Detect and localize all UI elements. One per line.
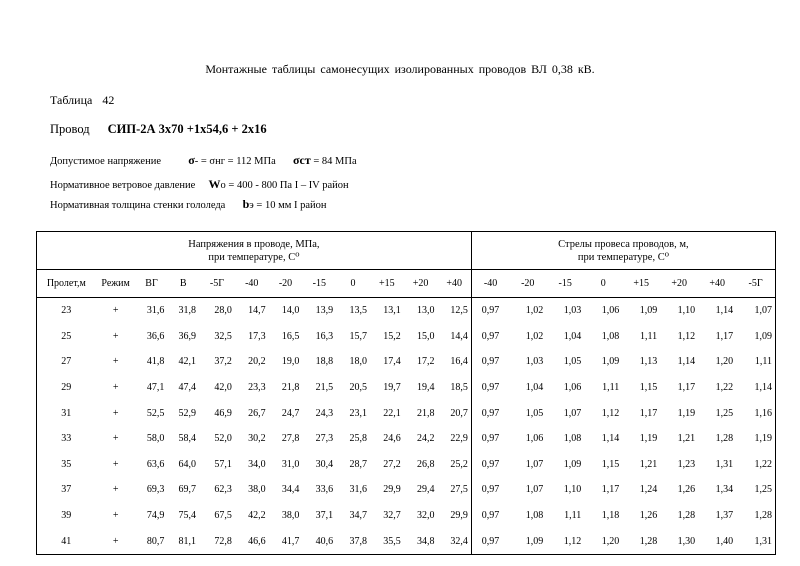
table-cell: 16,3 xyxy=(315,330,334,342)
table-cell: 62,3 xyxy=(214,484,232,496)
table-cell: 1,20 xyxy=(715,356,734,368)
table-cell: 13,5 xyxy=(349,305,367,317)
table-cell: 27,5 xyxy=(450,484,468,496)
table-cell: 32,7 xyxy=(383,510,401,522)
table-cell: 21,5 xyxy=(315,382,334,394)
table-row xyxy=(37,298,776,324)
ice-thickness-label: Нормативная толщина стенки гололеда xyxy=(50,200,226,211)
table-cell: 1,05 xyxy=(525,407,544,419)
table-cell: 42,0 xyxy=(214,382,232,394)
table-row xyxy=(37,375,776,401)
column-header: -5Г xyxy=(736,270,775,298)
column-header: +20 xyxy=(660,270,698,298)
table-cell: 22,9 xyxy=(450,433,468,445)
table-cell: 0,97 xyxy=(471,324,509,350)
ice-thickness-value: э = 10 мм I район xyxy=(249,200,327,211)
table-cell: 29,9 xyxy=(383,484,401,496)
table-cell: 26,7 xyxy=(248,407,266,419)
table-cell: 1,24 xyxy=(639,484,658,496)
table-cell: 0,97 xyxy=(471,298,509,324)
table-cell: 17,2 xyxy=(416,356,435,368)
table-cell: 1,40 xyxy=(698,528,736,554)
column-header: +15 xyxy=(622,270,660,298)
column-header-row xyxy=(37,270,776,298)
table-cell: 64,0 xyxy=(178,458,196,470)
table-cell: 72,8 xyxy=(199,528,235,554)
table-cell: 37,2 xyxy=(214,356,232,368)
group-header-row xyxy=(37,232,776,270)
wind-symbol: W xyxy=(208,177,221,191)
table-cell: 1,03 xyxy=(525,356,544,368)
table-cell: 1,17 xyxy=(639,407,658,419)
table-cell: 27,2 xyxy=(383,458,401,470)
table-cell: 1,04 xyxy=(525,382,544,394)
table-cell: 29 xyxy=(37,375,96,401)
table-cell: 1,25 xyxy=(736,477,775,503)
table-cell: 35 xyxy=(37,452,96,478)
table-cell: 81,1 xyxy=(167,528,199,554)
ice-thickness xyxy=(50,197,327,212)
table-row xyxy=(37,503,776,529)
table-cell: 1,03 xyxy=(563,305,582,317)
wind-pressure-value: о = 400 - 800 Па I – IV район xyxy=(220,180,349,191)
table-cell: 31 xyxy=(37,400,96,426)
stress-group-header xyxy=(37,232,472,270)
table-cell: 31,6 xyxy=(349,484,367,496)
table-cell: + xyxy=(112,510,119,522)
table-cell: 24,7 xyxy=(281,407,300,419)
table-cell: 24,6 xyxy=(383,433,401,445)
stress-group-title: Напряжения в проводе, МПа, xyxy=(188,238,320,250)
table-cell: + xyxy=(112,458,119,470)
table-label: Таблица xyxy=(50,93,93,107)
table-cell: 27,8 xyxy=(281,433,300,445)
table-cell: 1,37 xyxy=(715,510,734,522)
wire-label: Провод xyxy=(50,122,90,136)
table-cell: 27,3 xyxy=(315,433,334,445)
table-cell: 30,2 xyxy=(248,433,266,445)
table-number xyxy=(50,93,114,108)
table-cell: 1,06 xyxy=(601,305,620,317)
table-cell: 1,07 xyxy=(563,407,582,419)
table-cell: 67,5 xyxy=(214,510,232,522)
table-cell: 33 xyxy=(37,426,96,452)
table-cell: 12,5 xyxy=(450,305,468,317)
table-cell: 1,02 xyxy=(525,330,544,342)
table-cell: 1,08 xyxy=(525,510,544,522)
table-cell: 1,11 xyxy=(602,382,620,394)
table-cell: 28,0 xyxy=(214,305,232,317)
table-cell: 1,14 xyxy=(736,375,775,401)
table-cell: 31,6 xyxy=(146,305,165,317)
mounting-table xyxy=(36,231,776,555)
table-cell: 32,4 xyxy=(437,528,471,554)
table-cell: 14,0 xyxy=(281,305,300,317)
table-cell: 36,9 xyxy=(178,330,196,342)
document-title: Монтажные таблицы самонесущих изолированных проводов ВЛ 0,38 кВ. xyxy=(205,62,595,76)
column-header: -20 xyxy=(509,270,546,298)
table-cell: 1,12 xyxy=(546,528,584,554)
table-cell: 39 xyxy=(37,503,96,529)
table-cell: 1,19 xyxy=(736,426,775,452)
table-cell: 41,7 xyxy=(269,528,303,554)
table-cell: 19,4 xyxy=(416,382,435,394)
allowed-stress-value-2: = 84 МПа xyxy=(313,156,357,167)
table-row xyxy=(37,452,776,478)
table-cell: 1,11 xyxy=(736,349,775,375)
table-cell: 1,06 xyxy=(563,382,582,394)
table-cell: 1,07 xyxy=(525,458,544,470)
table-cell: 0,97 xyxy=(471,400,509,426)
table-cell: 0,97 xyxy=(471,375,509,401)
table-cell: 32,0 xyxy=(416,510,435,522)
table-cell: 1,15 xyxy=(639,382,658,394)
table-cell: 0,97 xyxy=(471,477,509,503)
table-cell: 16,5 xyxy=(281,330,300,342)
table-cell: + xyxy=(96,528,136,554)
table-cell: 1,16 xyxy=(736,400,775,426)
table-cell: 75,4 xyxy=(178,510,196,522)
table-cell: 1,10 xyxy=(677,305,696,317)
table-cell: 46,9 xyxy=(214,407,232,419)
table-cell: 34,0 xyxy=(248,458,266,470)
table-cell: 46,6 xyxy=(235,528,269,554)
table-cell: 1,22 xyxy=(736,452,775,478)
table-cell: 23,3 xyxy=(248,382,266,394)
table-cell: 1,09 xyxy=(736,324,775,350)
table-cell: 18,8 xyxy=(315,356,334,368)
table-cell: 57,1 xyxy=(214,458,232,470)
table-cell: 1,26 xyxy=(639,510,658,522)
table-row xyxy=(37,477,776,503)
wire-type xyxy=(50,122,267,137)
allowed-stress-value: - = σнг = 112 МПа xyxy=(194,156,276,167)
table-row xyxy=(37,426,776,452)
table-cell: 1,17 xyxy=(677,382,696,394)
wind-pressure xyxy=(50,177,349,192)
table-cell: 1,02 xyxy=(525,305,544,317)
table-cell: 24,2 xyxy=(416,433,435,445)
table-cell: 20,7 xyxy=(450,407,468,419)
table-cell: + xyxy=(112,433,119,445)
table-cell: 1,11 xyxy=(640,330,658,342)
table-cell: 74,9 xyxy=(146,510,165,522)
table-cell: 52,0 xyxy=(214,433,232,445)
table-cell: 1,09 xyxy=(509,528,546,554)
table-cell: 58,4 xyxy=(178,433,196,445)
column-header: Режим xyxy=(96,270,136,298)
table-cell: 19,0 xyxy=(281,356,300,368)
table-row xyxy=(37,324,776,350)
table-cell: 25,2 xyxy=(450,458,468,470)
table-cell: 29,4 xyxy=(416,484,435,496)
wire-code: СИП-2А 3х70 +1х54,6 + 2х16 xyxy=(107,122,267,136)
table-cell: 34,4 xyxy=(281,484,300,496)
table-cell: 34,7 xyxy=(349,510,367,522)
table-cell: 30,4 xyxy=(315,458,334,470)
sigma-symbol: σ xyxy=(188,153,195,167)
table-cell: 40,6 xyxy=(302,528,336,554)
table-cell: 1,09 xyxy=(601,356,620,368)
table-cell: 20,2 xyxy=(248,356,266,368)
table-cell: 31,8 xyxy=(178,305,196,317)
table-cell: 47,4 xyxy=(178,382,196,394)
table-number-value: 42 xyxy=(102,93,115,107)
table-cell: 1,19 xyxy=(677,407,696,419)
table-cell: 1,34 xyxy=(715,484,734,496)
table-cell: 80,7 xyxy=(136,528,168,554)
table-cell: 21,8 xyxy=(281,382,300,394)
column-header: +20 xyxy=(404,270,438,298)
table-cell: 1,21 xyxy=(639,458,658,470)
table-cell: 14,4 xyxy=(450,330,468,342)
table-cell: 24,3 xyxy=(315,407,334,419)
column-header: -15 xyxy=(302,270,336,298)
table-cell: 1,20 xyxy=(584,528,622,554)
table-cell: 1,14 xyxy=(601,433,620,445)
sag-group-title: Стрелы провеса проводов, м, xyxy=(558,238,689,250)
table-cell: 20,5 xyxy=(349,382,367,394)
table-cell: 32,5 xyxy=(214,330,232,342)
table-cell: 1,14 xyxy=(677,356,696,368)
table-cell: 13,9 xyxy=(315,305,334,317)
table-cell: 31,0 xyxy=(281,458,300,470)
table-cell: 1,12 xyxy=(601,407,620,419)
table-cell: 1,25 xyxy=(715,407,734,419)
table-cell: 1,07 xyxy=(525,484,544,496)
ice-symbol: b xyxy=(242,197,250,211)
table-cell: 52,9 xyxy=(178,407,196,419)
table-cell: 1,31 xyxy=(736,528,775,554)
allowed-stress-label: Допустимое напряжение xyxy=(50,156,161,167)
table-cell: 38,0 xyxy=(281,510,300,522)
table-cell: 41,8 xyxy=(146,356,165,368)
column-header: 0 xyxy=(336,270,370,298)
table-cell: 27 xyxy=(37,349,96,375)
table-cell: 25,8 xyxy=(349,433,367,445)
table-row xyxy=(37,400,776,426)
table-cell: + xyxy=(112,305,119,317)
table-cell: 1,05 xyxy=(563,356,582,368)
table-cell: 1,30 xyxy=(660,528,698,554)
table-cell: 29,9 xyxy=(450,510,468,522)
table-cell: 58,0 xyxy=(146,433,165,445)
stress-group-subtitle: при температуре, С⁰ xyxy=(208,251,300,263)
table-cell: 0,97 xyxy=(471,349,509,375)
table-cell: + xyxy=(112,484,119,496)
table-cell: 1,28 xyxy=(736,503,775,529)
table-cell: + xyxy=(112,330,119,342)
table-cell: 33,6 xyxy=(315,484,334,496)
column-header: +15 xyxy=(370,270,404,298)
table-cell: 34,8 xyxy=(404,528,438,554)
table-row xyxy=(37,528,776,554)
table-row xyxy=(37,349,776,375)
column-header: -40 xyxy=(235,270,269,298)
table-body xyxy=(37,298,776,555)
table-cell: 1,23 xyxy=(677,458,696,470)
table-cell: 19,7 xyxy=(383,382,401,394)
table-cell: 37,1 xyxy=(315,510,334,522)
column-header: +40 xyxy=(437,270,471,298)
table-cell: 1,22 xyxy=(715,382,734,394)
column-header: ВГ xyxy=(136,270,168,298)
table-cell: 36,6 xyxy=(146,330,165,342)
table-cell: 1,10 xyxy=(563,484,582,496)
table-cell: 15,0 xyxy=(416,330,435,342)
table-cell: 52,5 xyxy=(146,407,165,419)
table-cell: 0,97 xyxy=(471,452,509,478)
table-cell: 1,19 xyxy=(639,433,658,445)
table-cell: 23,1 xyxy=(349,407,367,419)
table-cell: + xyxy=(112,382,119,394)
table-cell: 1,12 xyxy=(677,330,696,342)
table-cell: 22,1 xyxy=(383,407,401,419)
table-cell: 37 xyxy=(37,477,96,503)
table-cell: 69,7 xyxy=(178,484,196,496)
table-cell: 13,1 xyxy=(383,305,401,317)
column-header: -20 xyxy=(269,270,303,298)
table-cell: 63,6 xyxy=(146,458,165,470)
table-cell: 1,08 xyxy=(601,330,620,342)
table-cell: 23 xyxy=(37,298,96,324)
column-header: Пролет,м xyxy=(37,270,96,298)
table-cell: 1,18 xyxy=(601,510,620,522)
table-cell: 28,7 xyxy=(349,458,367,470)
table-cell: 1,21 xyxy=(677,433,696,445)
table-cell: 69,3 xyxy=(146,484,165,496)
column-header: В xyxy=(167,270,199,298)
table-cell: 1,13 xyxy=(639,356,658,368)
table-cell: 37,8 xyxy=(336,528,370,554)
table-cell: 35,5 xyxy=(370,528,404,554)
table-cell: 18,5 xyxy=(450,382,468,394)
table-cell: 0,97 xyxy=(471,426,509,452)
table-cell: 47,1 xyxy=(146,382,165,394)
table-cell: 42,2 xyxy=(248,510,266,522)
sigma-st-symbol: σст xyxy=(293,153,311,167)
column-header: -40 xyxy=(471,270,509,298)
table-cell: 18,0 xyxy=(349,356,367,368)
table-cell: 0,97 xyxy=(471,528,509,554)
table-cell: 1,09 xyxy=(639,305,658,317)
wind-pressure-label: Нормативное ветровое давление xyxy=(50,180,196,191)
sag-group-subtitle: при температуре, С⁰ xyxy=(577,251,669,263)
column-header: -15 xyxy=(546,270,584,298)
table-cell: 16,4 xyxy=(450,356,468,368)
table-cell: 38,0 xyxy=(248,484,266,496)
table-cell: + xyxy=(112,407,119,419)
table-cell: 1,08 xyxy=(563,433,582,445)
table-cell: 14,7 xyxy=(248,305,266,317)
table-cell: 26,8 xyxy=(416,458,435,470)
table-cell: 1,11 xyxy=(564,510,582,522)
table-cell: 1,31 xyxy=(715,458,734,470)
column-header: -5Г xyxy=(199,270,235,298)
table-cell: 17,4 xyxy=(383,356,401,368)
table-cell: 41 xyxy=(37,528,96,554)
table-cell: 1,06 xyxy=(525,433,544,445)
table-cell: 1,26 xyxy=(677,484,696,496)
table-cell: 1,09 xyxy=(563,458,582,470)
sag-group-header xyxy=(471,232,775,270)
table-cell: 1,07 xyxy=(736,298,775,324)
allowed-stress xyxy=(50,153,357,168)
column-header: 0 xyxy=(584,270,622,298)
table-cell: 1,28 xyxy=(622,528,660,554)
table-cell: 21,8 xyxy=(416,407,435,419)
table-cell: + xyxy=(112,356,119,368)
table-cell: 25 xyxy=(37,324,96,350)
table-cell: 1,04 xyxy=(563,330,582,342)
table-cell: 15,2 xyxy=(383,330,401,342)
table-cell: 1,15 xyxy=(601,458,620,470)
table-cell: 1,17 xyxy=(601,484,620,496)
table-cell: 42,1 xyxy=(178,356,196,368)
column-header: +40 xyxy=(698,270,736,298)
table-cell: 1,28 xyxy=(677,510,696,522)
table-cell: 13,0 xyxy=(416,305,435,317)
table-cell: 0,97 xyxy=(471,503,509,529)
table-cell: 1,28 xyxy=(715,433,734,445)
table-cell: 15,7 xyxy=(349,330,367,342)
table-cell: 1,14 xyxy=(715,305,734,317)
table-cell: 1,17 xyxy=(715,330,734,342)
table-cell: 17,3 xyxy=(248,330,266,342)
